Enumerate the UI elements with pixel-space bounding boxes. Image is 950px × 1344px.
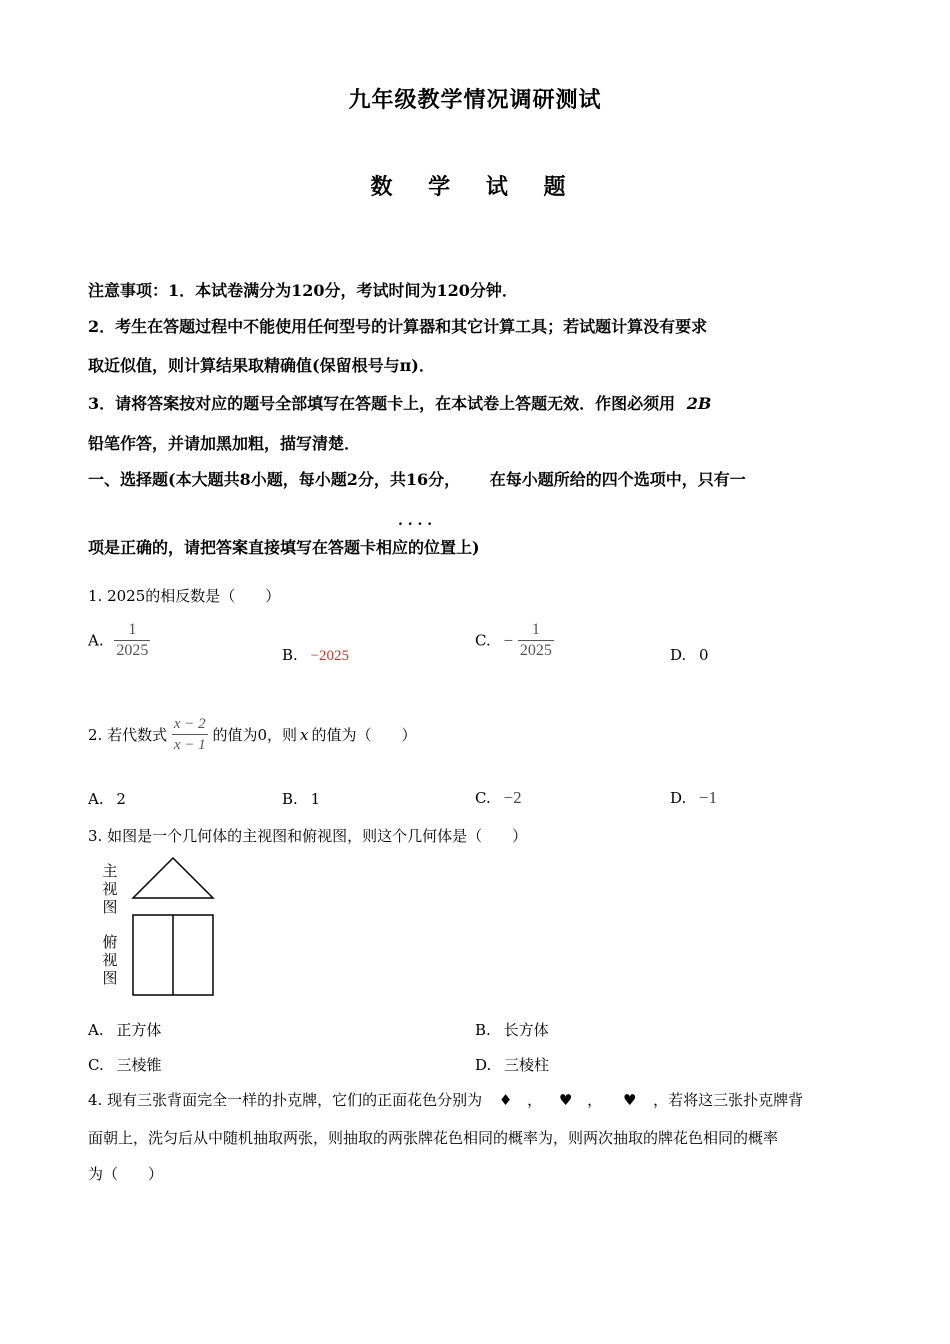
- section-heading-b: 在每小题所给的四个选项中，只有一: [489, 470, 746, 489]
- q3-c-label: C.: [88, 1056, 104, 1074]
- heart-icon: ♥: [622, 1091, 637, 1109]
- q4-sep-2: ，: [587, 1091, 603, 1109]
- q1-d-label: D.: [670, 646, 687, 664]
- q3-stem: 3. 如图是一个几何体的主视图和俯视图，则这个几何体是（ ）: [88, 827, 528, 845]
- q2-option-b: [282, 790, 320, 808]
- diamond-icon: ♦: [498, 1091, 513, 1109]
- q3-b-value: 长方体: [503, 1021, 549, 1039]
- note-line-4: [88, 391, 711, 414]
- q1-b-label: B.: [282, 646, 298, 664]
- note-line-1: 注意事项：1．本试卷满分为120分，考试时间为120分钟．: [88, 281, 518, 300]
- q4-line-3: 为（ ）: [88, 1165, 164, 1183]
- q2-stem-post: 的值为（ ）: [311, 726, 417, 744]
- q1-stem: 1. 2025的相反数是（ ）: [88, 587, 281, 605]
- section-heading: [88, 467, 746, 490]
- q1-c-fraction: [518, 620, 554, 661]
- q2-stem: [88, 714, 416, 755]
- q1-option-b: [282, 646, 349, 665]
- section-heading-line-2: 项是正确的，请把答案直接填写在答题卡相应的位置上): [88, 538, 480, 557]
- q2-option-d: [670, 788, 717, 808]
- q2-var: x: [299, 725, 309, 744]
- emphasis-dots: . . . .: [398, 513, 433, 529]
- q3-d-label: D.: [475, 1056, 492, 1074]
- q2-d-label: D.: [670, 789, 687, 807]
- q3-front-view-triangle: [133, 858, 213, 898]
- q1-c-num: 1: [518, 620, 554, 641]
- q2-option-c: [475, 788, 522, 808]
- q4-line-2: 面朝上，洗匀后从中随机抽取两张，则抽取的两张牌花色相同的概率为，则两次抽取的牌花色相同的概率: [88, 1129, 779, 1147]
- q2-a-label: A.: [88, 790, 104, 808]
- q2-stem-pre: 2. 若代数式: [88, 726, 168, 744]
- q3-c-value: 三棱锥: [116, 1056, 162, 1074]
- q2-a-value: 2: [116, 790, 126, 808]
- q3-d-value: 三棱柱: [504, 1056, 550, 1074]
- note-line-3: 取近似值，则计算结果取精确值(保留根号与π)．: [88, 356, 435, 375]
- q2-b-label: B.: [282, 790, 298, 808]
- q3-option-a: [88, 1019, 161, 1040]
- q3-option-c: [88, 1054, 162, 1075]
- exam-title: 九年级教学情况调研测试: [348, 87, 602, 113]
- note-line-5: 铅笔作答，并请加黑加粗，描写清楚．: [88, 434, 361, 453]
- q3-b-label: B.: [475, 1021, 491, 1039]
- q4-sep-1: ，: [527, 1091, 543, 1109]
- q1-a-num: 1: [114, 620, 150, 641]
- q2-c-value: −2: [503, 788, 522, 807]
- q3-option-d: [475, 1054, 549, 1075]
- q1-a-label: A.: [88, 631, 104, 650]
- q1-c-den: 2025: [519, 642, 552, 659]
- exam-subtitle: 数 学 试 题: [370, 174, 580, 200]
- q1-d-value: 0: [699, 646, 709, 664]
- q2-d-value: −1: [699, 788, 718, 807]
- q3-top-view-label: 俯视图: [102, 933, 118, 987]
- q3-front-view-label: 主视图: [102, 862, 118, 916]
- heart-icon: ♥: [558, 1091, 573, 1109]
- q2-option-a: [88, 790, 126, 808]
- q3-option-b: [475, 1019, 549, 1040]
- q1-a-fraction: [114, 620, 150, 661]
- q1-option-a: [88, 620, 150, 661]
- q1-c-sign: −: [503, 630, 514, 650]
- q3-a-value: 正方体: [116, 1021, 162, 1039]
- q1-c-label: C.: [475, 631, 491, 650]
- note-line-2: 2．考生在答题过程中不能使用任何型号的计算器和其它计算工具；若试题计算没有要求: [88, 317, 708, 336]
- note-2b: 2B: [686, 394, 712, 413]
- note-line-4-text: 3．请将答案按对应的题号全部填写在答题卡上，在本试卷上答题无效．作图必须用: [88, 394, 676, 413]
- q2-stem-mid: 的值为0，则: [212, 726, 297, 744]
- q4-stem-pre: 4. 现有三张背面完全一样的扑克牌，它们的正面花色分别为: [88, 1091, 483, 1109]
- q4-stem: [88, 1089, 803, 1110]
- q2-c-label: C.: [475, 789, 491, 807]
- q3-a-label: A.: [88, 1021, 104, 1039]
- q2-b-value: 1: [310, 790, 321, 808]
- q2-fraction: [172, 714, 208, 755]
- q3-figure: [128, 855, 218, 1000]
- q1-option-c: [475, 620, 554, 661]
- q1-option-d: [670, 646, 709, 664]
- q4-stem-post: ，若将这三张扑克牌背: [653, 1091, 804, 1109]
- q1-b-value: −2025: [310, 648, 350, 664]
- q2-den: x − 1: [173, 737, 206, 753]
- q2-num: x − 2: [172, 714, 208, 735]
- section-heading-a: 一、选择题(本大题共8小题，每小题2分，共16分，: [88, 470, 461, 489]
- q1-a-den: 2025: [116, 642, 149, 659]
